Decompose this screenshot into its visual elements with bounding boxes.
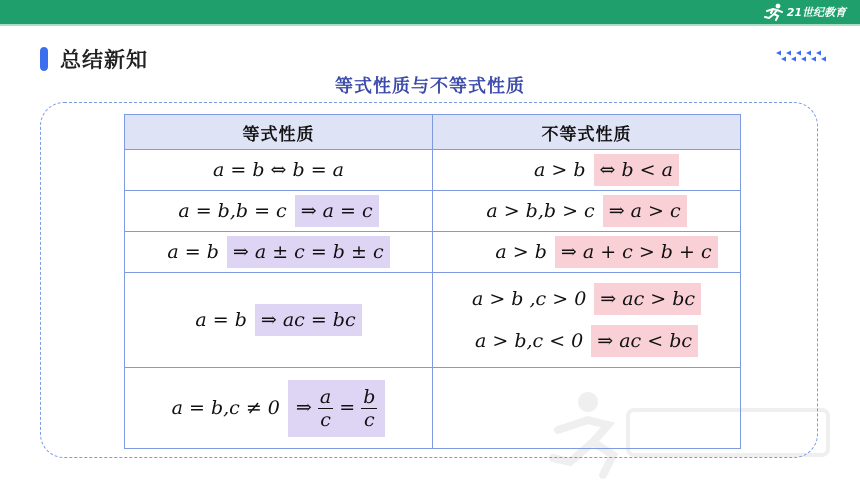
fraction-numerator: a xyxy=(319,385,332,408)
inequality-premise: a > b ,c > 0 xyxy=(471,288,587,310)
equality-cell xyxy=(125,191,433,232)
equality-result: ⇒ a ± c = b ± c xyxy=(227,236,390,268)
logo-text: 21世纪教育 xyxy=(786,6,846,19)
table-row xyxy=(125,368,741,449)
equality-premise: a = b xyxy=(195,309,247,331)
fraction-denominator: c xyxy=(320,408,331,431)
fraction-left xyxy=(318,386,333,431)
table-row xyxy=(125,191,741,232)
equality-premise: a = b,b = c xyxy=(178,200,287,222)
table-row xyxy=(125,232,741,273)
decorative-arrows-icon xyxy=(774,50,830,62)
inequality-result: ⇒ ac > bc xyxy=(594,283,701,315)
inequality-result: ⇔ b < a xyxy=(594,154,679,186)
inequality-result: ⇒ ac < bc xyxy=(591,325,698,357)
equality-cell xyxy=(125,273,433,368)
slide-subtitle: 等式性质与不等式性质 xyxy=(335,76,525,97)
inequality-premise: a > b xyxy=(534,159,586,181)
header-inequality: 不等式性质 xyxy=(433,115,741,150)
fraction-denominator: c xyxy=(363,408,375,431)
equality-premise: a = b ⇔ b = a xyxy=(213,159,344,181)
inequality-premise: a > b xyxy=(495,241,547,263)
inequality-premise: a > b,b > c xyxy=(486,200,595,222)
top-banner xyxy=(0,0,860,24)
properties-table xyxy=(124,114,741,449)
equality-result: ⇒ ac = bc xyxy=(255,304,362,336)
inequality-cell-empty xyxy=(433,368,741,449)
equality-cell xyxy=(125,150,433,191)
brand-logo xyxy=(763,2,846,22)
inequality-cell xyxy=(433,191,741,232)
implies-arrow: ⇒ xyxy=(295,396,312,418)
table-row xyxy=(125,273,741,368)
equality-cell xyxy=(125,368,433,449)
inequality-result: ⇒ a + c > b + c xyxy=(555,236,718,268)
inequality-cell xyxy=(433,273,741,368)
table-header-row xyxy=(125,115,741,150)
equals-sign: = xyxy=(339,396,356,418)
equality-premise: a = b,c ≠ 0 xyxy=(171,397,280,419)
header-equality: 等式性质 xyxy=(125,115,433,150)
equality-result: ⇒ a = c xyxy=(295,195,379,227)
equality-premise: a = b xyxy=(167,241,219,263)
title-accent-bar xyxy=(40,47,48,71)
inequality-cell xyxy=(433,150,741,191)
section-title: 总结新知 xyxy=(60,48,148,72)
top-banner-divider xyxy=(0,24,860,26)
inequality-cell xyxy=(433,232,741,273)
equality-cell xyxy=(125,232,433,273)
fraction-numerator: b xyxy=(363,385,376,408)
inequality-result: ⇒ a > c xyxy=(603,195,687,227)
fraction-right xyxy=(361,386,377,431)
runner-icon xyxy=(763,3,785,21)
table-row xyxy=(125,150,741,191)
equality-result-fraction xyxy=(288,380,385,437)
inequality-premise: a > b,c < 0 xyxy=(475,330,584,352)
